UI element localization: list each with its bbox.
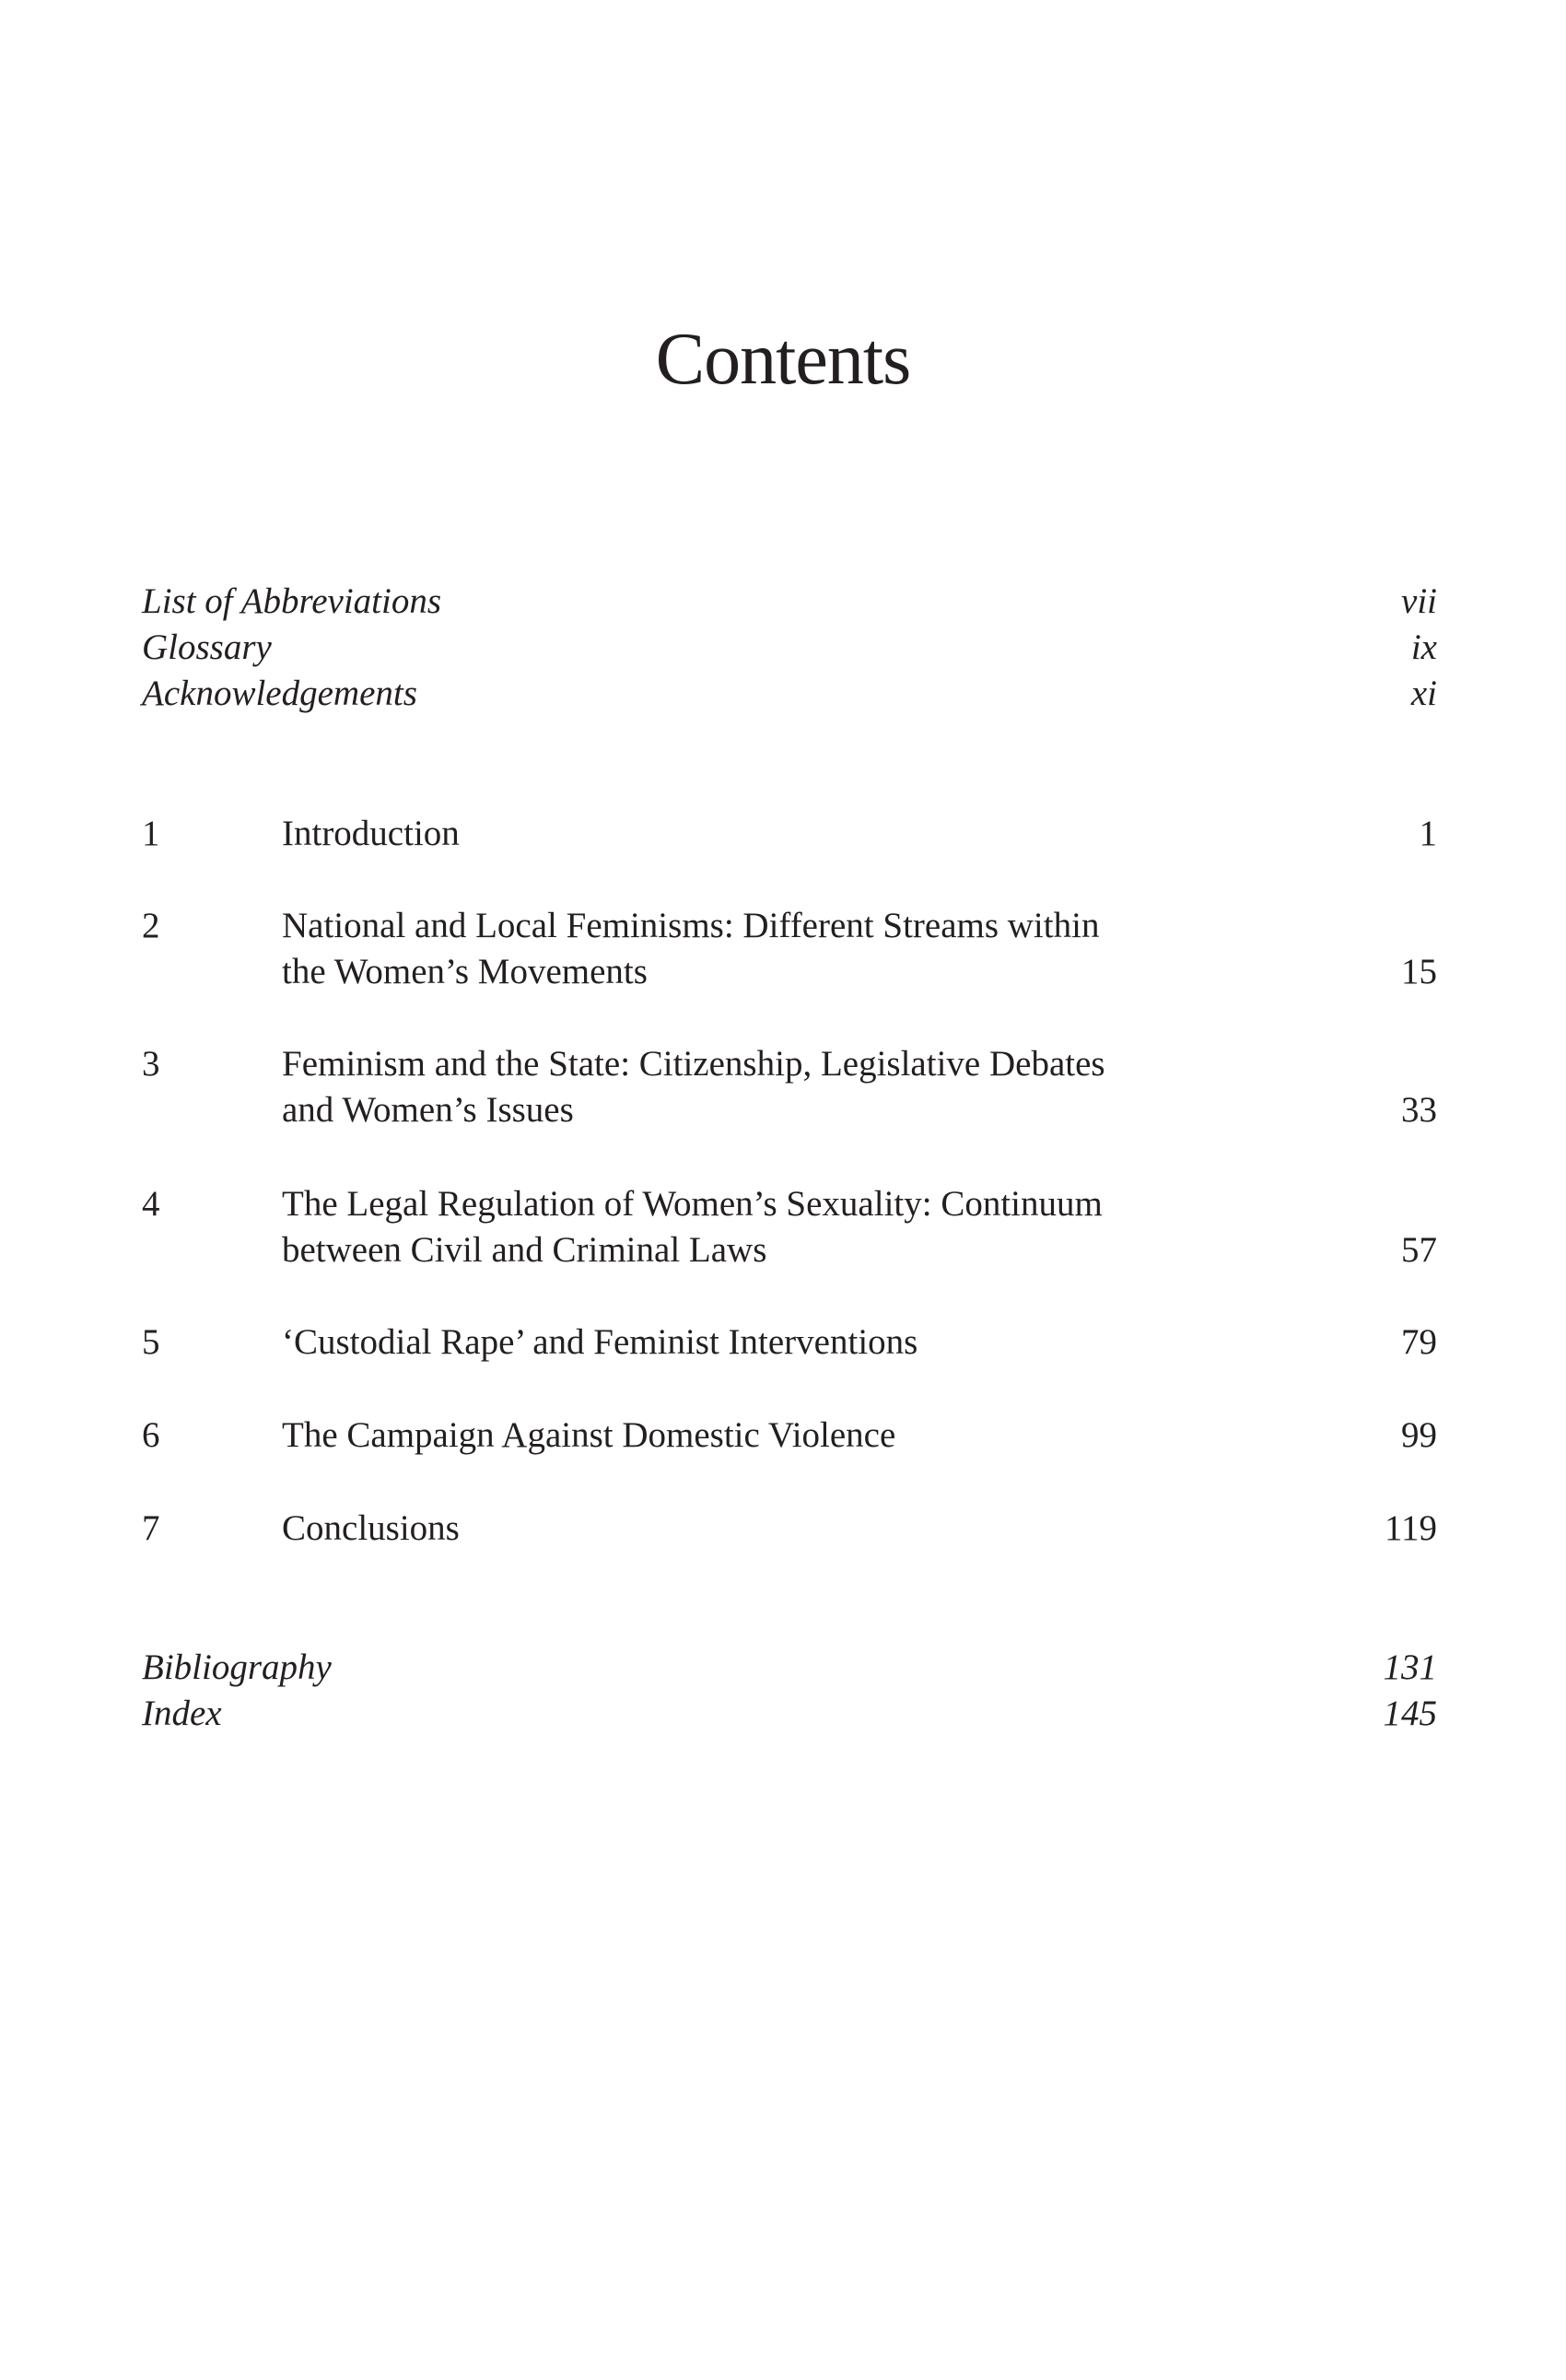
chapter-number: 4 — [142, 1184, 160, 1224]
toc-entry-chapter-3-continued[interactable] — [142, 1087, 1437, 1133]
toc-entry-chapter-4-continued[interactable] — [142, 1227, 1437, 1273]
toc-entry-chapter-2[interactable] — [142, 903, 1437, 949]
chapter-title: The Campaign Against Domestic Violence — [282, 1415, 896, 1455]
toc-entry-list-of-abbreviations[interactable] — [142, 579, 1437, 625]
chapter-number: 7 — [142, 1508, 160, 1548]
chapter-page: 33 — [1401, 1090, 1437, 1130]
chapter-title: Feminism and the State: Citizenship, Legislative Debates — [282, 1044, 1105, 1084]
toc-entry-chapter-7[interactable] — [142, 1506, 1437, 1552]
toc-entry-page: ix — [1410, 627, 1437, 667]
toc-entry-chapter-1[interactable] — [142, 811, 1437, 857]
toc-entry-page: 131 — [1383, 1647, 1437, 1687]
chapter-title: between Civil and Criminal Laws — [282, 1230, 767, 1270]
chapter-number: 5 — [142, 1322, 160, 1362]
toc-entry-acknowledgements[interactable] — [142, 671, 1437, 717]
chapter-page: 57 — [1401, 1230, 1437, 1270]
chapter-title: ‘Custodial Rape’ and Feminist Interventions — [282, 1322, 918, 1362]
chapter-page: 99 — [1401, 1415, 1437, 1455]
toc-entry-page: 145 — [1383, 1694, 1437, 1733]
toc-entry-chapter-4[interactable] — [142, 1181, 1437, 1227]
toc-entry-bibliography[interactable] — [142, 1645, 1437, 1691]
chapter-title: Introduction — [282, 814, 460, 853]
toc-entry-label: Glossary — [142, 627, 272, 667]
toc-entry-chapter-3[interactable] — [142, 1041, 1437, 1087]
toc-entry-glossary[interactable] — [142, 625, 1437, 671]
toc-entry-index[interactable] — [142, 1691, 1437, 1737]
chapter-title: National and Local Feminisms: Different Streams within — [282, 906, 1100, 945]
toc-entry-label: Bibliography — [142, 1647, 332, 1687]
page-title: Contents — [655, 319, 911, 400]
toc-entry-page: vii — [1401, 581, 1437, 621]
toc-entry-chapter-5[interactable] — [142, 1319, 1437, 1366]
toc-entry-page: xi — [1410, 674, 1437, 713]
chapter-title: the Women’s Movements — [282, 952, 648, 991]
chapter-page: 1 — [1419, 814, 1437, 853]
toc-entry-chapter-2-continued[interactable] — [142, 949, 1437, 995]
toc-entry-label: List of Abbreviations — [142, 581, 442, 621]
toc-entry-chapter-6[interactable] — [142, 1413, 1437, 1459]
chapter-number: 2 — [142, 906, 160, 945]
chapter-page: 119 — [1384, 1508, 1437, 1548]
chapter-number: 1 — [142, 814, 160, 853]
toc-entry-label: Acknowledgements — [142, 674, 417, 713]
chapter-title: The Legal Regulation of Women’s Sexuality: Continuum — [282, 1184, 1103, 1224]
toc-entry-label: Index — [142, 1694, 222, 1733]
chapter-page: 15 — [1401, 952, 1437, 991]
chapter-number: 3 — [142, 1044, 160, 1084]
chapter-page: 79 — [1401, 1322, 1437, 1362]
chapter-number: 6 — [142, 1415, 160, 1455]
chapter-title: and Women’s Issues — [282, 1090, 574, 1130]
chapter-title: Conclusions — [282, 1508, 460, 1548]
